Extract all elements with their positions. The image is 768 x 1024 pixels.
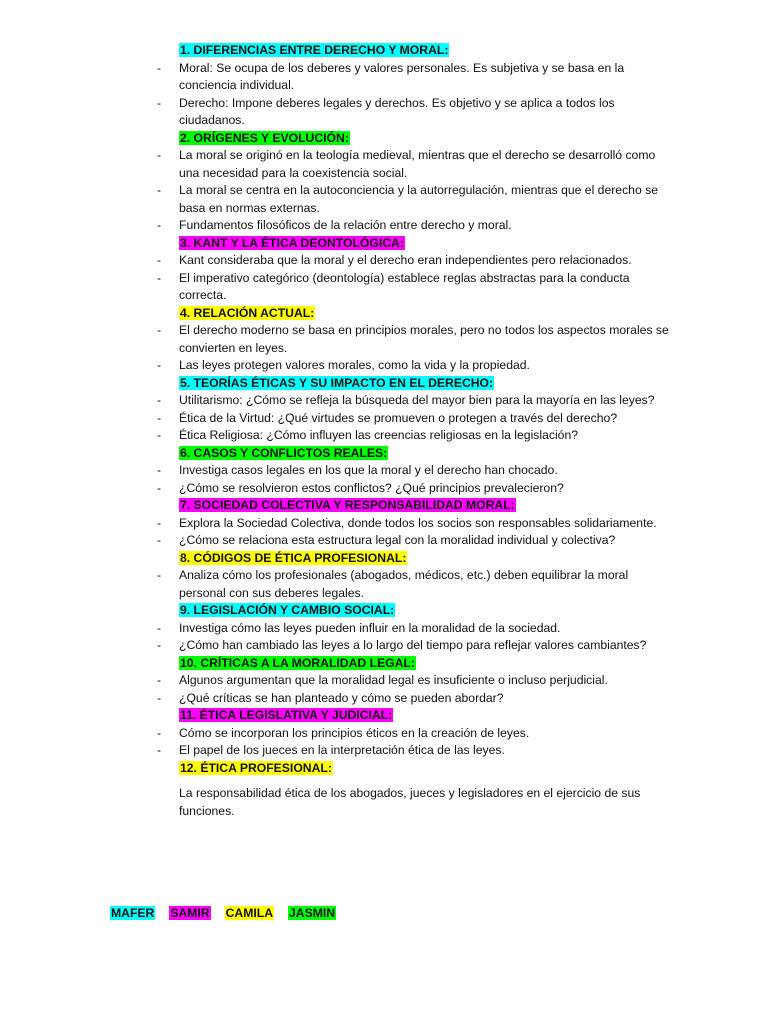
list-item xyxy=(157,620,677,638)
bullet-dash: - xyxy=(157,515,162,530)
list-item xyxy=(157,270,677,305)
section-heading xyxy=(157,707,677,725)
section-heading-text: 7. SOCIEDAD COLECTIVA Y RESPONSABILIDAD MORAL: xyxy=(180,498,515,512)
bullet-dash: - xyxy=(157,218,162,232)
document-body xyxy=(157,42,677,820)
bullet-dash: - xyxy=(157,393,162,407)
bullet-dash: - xyxy=(157,638,162,652)
list-item-text: La moral se originó en la teología medieval, mientras que el derecho se desarrolló como una necesidad para la coexistencia social. xyxy=(179,148,656,180)
section-heading xyxy=(157,375,677,393)
list-item xyxy=(157,410,677,428)
list-item-text: Cómo se incorporan los principios éticos en la creación de leyes. xyxy=(179,725,530,740)
bullet-dash: - xyxy=(157,480,162,495)
bullet-dash: - xyxy=(157,725,162,740)
list-item xyxy=(157,690,677,708)
bullet-dash: - xyxy=(157,690,162,705)
list-item xyxy=(157,217,677,235)
list-item xyxy=(157,322,677,357)
section-heading-text: 8. CÓDIGOS DE ÉTICA PROFESIONAL: xyxy=(180,550,407,565)
list-item xyxy=(157,515,677,533)
list-item-text: El imperativo categórico (deontología) establece reglas abstractas para la conducta correcta. xyxy=(179,270,630,302)
list-item xyxy=(157,392,677,410)
list-item-text: La moral se centra en la autoconciencia y la autorregulación, mientras que el derecho se basa en normas externas. xyxy=(179,183,658,215)
bullet-dash: - xyxy=(157,620,162,635)
bullet-dash: - xyxy=(157,568,162,582)
list-item xyxy=(157,480,677,498)
bullet-dash: - xyxy=(157,743,162,757)
list-item xyxy=(157,637,677,655)
list-item-text: El papel de los jueces en la interpretación ética de las leyes. xyxy=(179,743,505,757)
team-member-name: SAMIR xyxy=(170,906,210,920)
list-item-text: Explora la Sociedad Colectiva, donde todos los socios son responsables solidariamente. xyxy=(179,515,657,530)
list-item xyxy=(157,725,677,743)
section-heading xyxy=(157,760,677,778)
bullet-dash: - xyxy=(157,95,162,110)
team-member-name: CAMILA xyxy=(225,906,274,920)
bullet-dash: - xyxy=(157,60,162,75)
bullet-dash: - xyxy=(157,270,162,285)
list-item-text: ¿Cómo se relaciona esta estructura legal con la moralidad individual y colectiva? xyxy=(179,533,616,547)
section-heading-text: 12. ÉTICA PROFESIONAL: xyxy=(180,760,332,775)
list-item-text: ¿Cómo han cambiado las leyes a lo largo del tiempo para reflejar valores cambiantes? xyxy=(179,638,647,652)
list-item xyxy=(157,462,677,480)
section-heading xyxy=(157,550,677,568)
list-item xyxy=(157,182,677,217)
bullet-dash: - xyxy=(157,148,162,162)
bullet-dash: - xyxy=(157,323,162,337)
list-item xyxy=(157,147,677,182)
section-heading-text: 6. CASOS Y CONFLICTOS REALES: xyxy=(180,445,388,460)
list-item-text: Moral: Se ocupa de los deberes y valores personales. Es subjetiva y se basa en la conciencia individual. xyxy=(179,60,625,92)
list-item-text: Investiga casos legales en los que la moral y el derecho han chocado. xyxy=(179,463,558,477)
section-heading xyxy=(157,235,677,253)
list-item-text: Analiza cómo los profesionales (abogados, médicos, etc.) deben equilibrar la moral personal con sus deberes legales. xyxy=(179,568,629,600)
bullet-dash: - xyxy=(157,183,162,197)
list-item xyxy=(157,95,677,130)
list-item-text: Las leyes protegen valores morales, como la vida y la propiedad. xyxy=(179,358,530,372)
bullet-dash: - xyxy=(157,253,162,267)
list-item-text: Utilitarismo: ¿Cómo se refleja la búsqueda del mayor bien para la mayoría en las leyes? xyxy=(179,393,655,407)
bullet-dash: - xyxy=(157,428,162,442)
list-item-text: Ética de la Virtud: ¿Qué virtudes se promueven o protegen a través del derecho? xyxy=(179,410,618,425)
team-member-name: JASMIN xyxy=(289,906,336,920)
list-item-text: ¿Qué críticas se han planteado y cómo se pueden abordar? xyxy=(179,690,504,705)
list-item xyxy=(157,532,677,550)
team-names xyxy=(110,905,350,922)
list-item-text: Fundamentos filosóficos de la relación entre derecho y moral. xyxy=(179,218,512,232)
list-item-text: Derecho: Impone deberes legales y derechos. Es objetivo y se aplica a todos los ciudadanos. xyxy=(179,95,615,127)
section-heading xyxy=(157,42,677,60)
bullet-dash: - xyxy=(157,463,162,477)
list-item-text: Kant consideraba que la moral y el derecho eran independientes pero relacionados. xyxy=(179,253,632,267)
list-item xyxy=(157,742,677,760)
section-heading-text: 11. ÉTICA LEGISLATIVA Y JUDICIAL: xyxy=(180,708,393,722)
section-heading xyxy=(157,130,677,148)
list-item xyxy=(157,357,677,375)
list-item-text: ¿Cómo se resolvieron estos conflictos? ¿Qué principios prevalecieron? xyxy=(179,480,564,495)
section-heading xyxy=(157,445,677,463)
list-item-text: El derecho moderno se basa en principios morales, pero no todos los aspectos morales se convierten en leyes. xyxy=(179,323,669,355)
bullet-dash: - xyxy=(157,410,162,425)
list-item xyxy=(157,672,677,690)
list-item-text: Ética Religiosa: ¿Cómo influyen las creencias religiosas en la legislación? xyxy=(179,428,578,442)
list-item xyxy=(157,252,677,270)
section-heading-text: 10. CRÍTICAS A LA MORALIDAD LEGAL: xyxy=(180,655,415,670)
bullet-dash: - xyxy=(157,358,162,372)
list-item xyxy=(157,60,677,95)
bullet-dash: - xyxy=(157,673,162,687)
section-heading-text: 1. DIFERENCIAS ENTRE DERECHO Y MORAL: xyxy=(180,43,449,57)
list-item-text: Investiga cómo las leyes pueden influir en la moralidad de la sociedad. xyxy=(179,620,561,635)
list-item xyxy=(157,427,677,445)
team-member-name: MAFER xyxy=(111,906,155,920)
section-heading-text: 5. TEORÍAS ÉTICAS Y SU IMPACTO EN EL DERECHO: xyxy=(180,375,494,390)
list-item-text: Algunos argumentan que la moralidad legal es insuficiente o incluso perjudicial. xyxy=(179,673,608,687)
section-heading xyxy=(157,655,677,673)
section-paragraph: La responsabilidad ética de los abogados, jueces y legisladores en el ejercicio de sus funciones. xyxy=(179,786,641,818)
list-item xyxy=(157,567,677,602)
section-heading xyxy=(157,305,677,323)
section-heading-text: 9. LEGISLACIÓN Y CAMBIO SOCIAL: xyxy=(180,603,395,617)
section-heading-text: 3. KANT Y LA ÉTICA DEONTOLÓGICA: xyxy=(180,235,404,250)
bullet-dash: - xyxy=(157,533,162,547)
section-heading xyxy=(157,602,677,620)
section-heading xyxy=(157,497,677,515)
section-heading-text: 2. ORÍGENES Y EVOLUCIÓN: xyxy=(180,130,349,145)
section-heading-text: 4. RELACIÓN ACTUAL: xyxy=(180,305,315,320)
